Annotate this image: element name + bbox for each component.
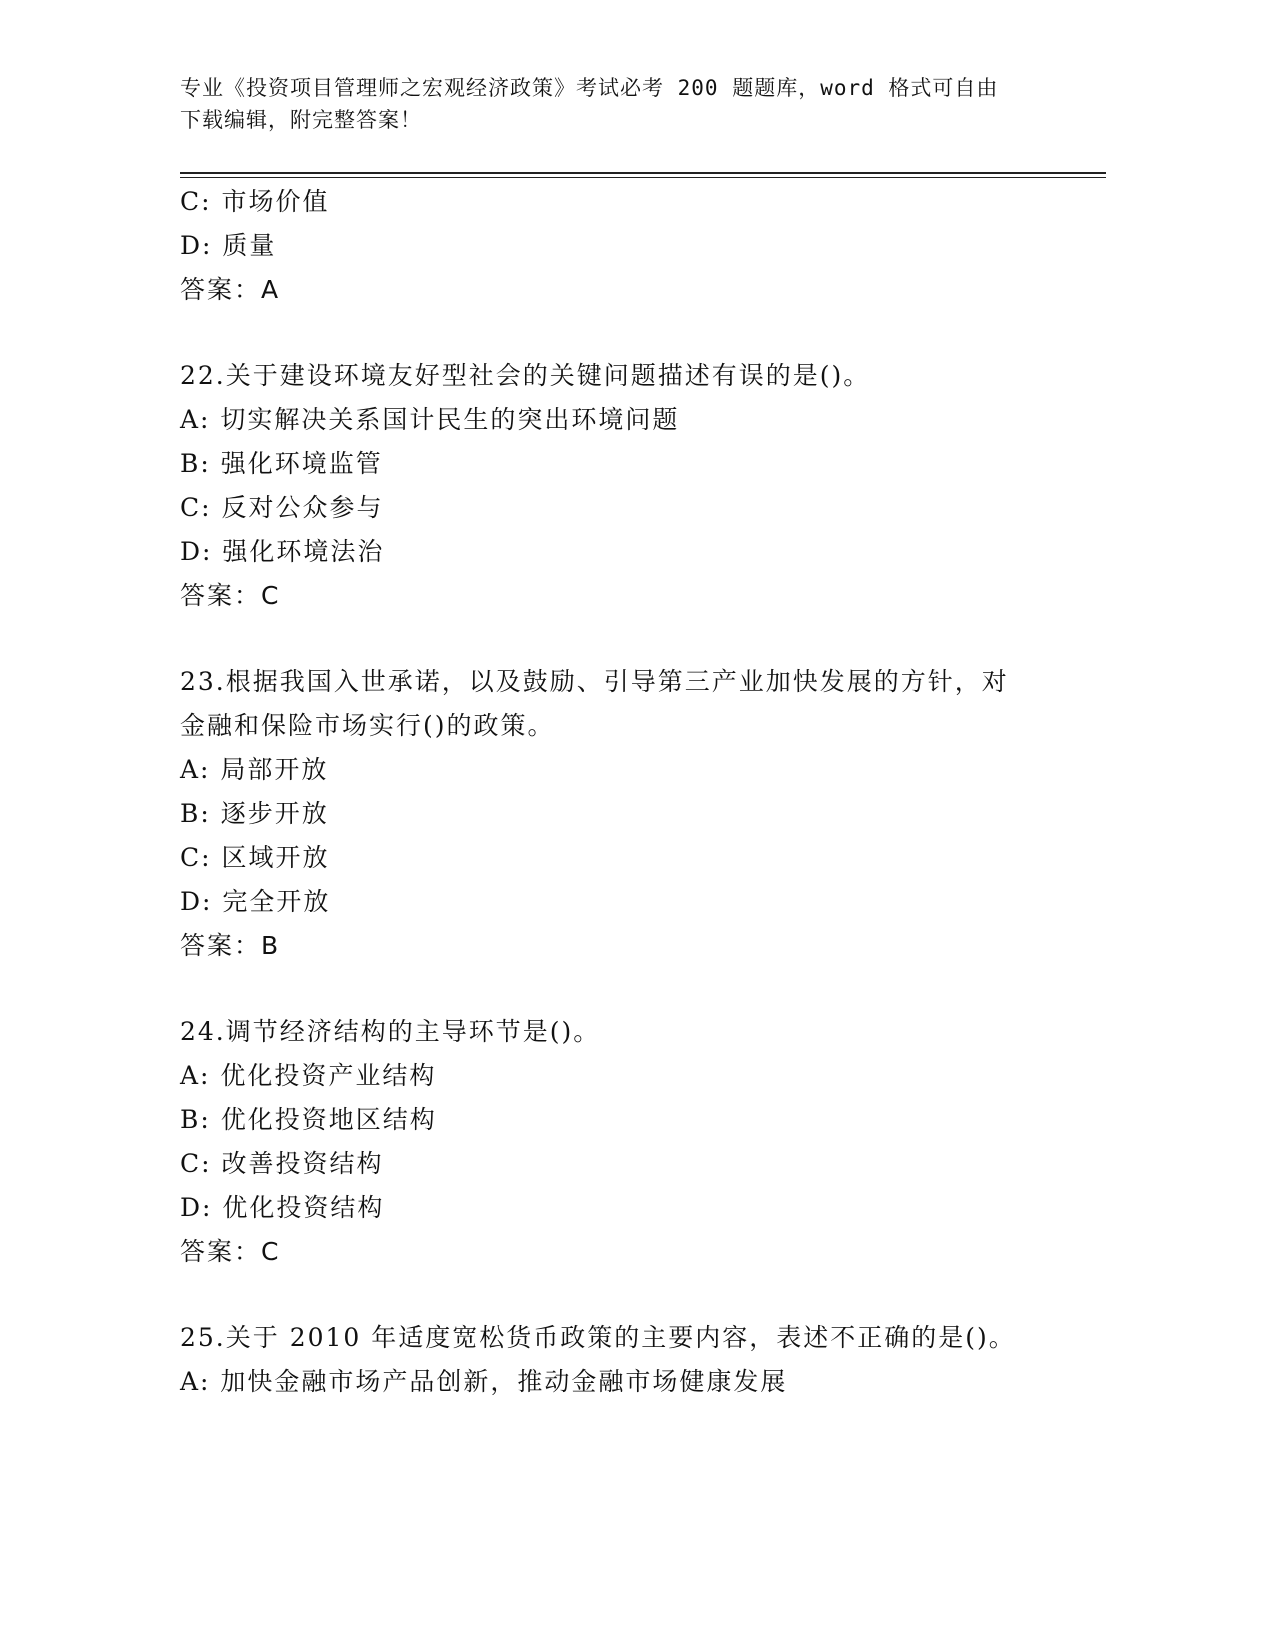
question-22 — [180, 358, 1080, 622]
question-stem: 24.调节经济结构的主导环节是()。 — [180, 1017, 601, 1046]
answer-line: 答案：B — [180, 931, 281, 960]
option-c: C: 改善投资结构 — [180, 1149, 384, 1178]
document-header — [180, 72, 1060, 136]
question-25 — [180, 1320, 1080, 1408]
option-c: C: 反对公众参与 — [180, 493, 384, 522]
header-divider — [180, 172, 1106, 174]
option-d: D: 优化投资结构 — [180, 1193, 385, 1222]
option-d: D: 强化环境法治 — [180, 537, 385, 566]
answer-line: 答案：C — [180, 581, 281, 610]
answer-line: 答案：A — [180, 275, 281, 304]
question-stem-continued: 金融和保险市场实行()的政策。 — [180, 711, 555, 740]
option-c: C: 区域开放 — [180, 843, 330, 872]
question-21-tail — [180, 184, 1080, 316]
header-line-1: 专业《投资项目管理师之宏观经济政策》考试必考 200 题题库，word 格式可自由 — [180, 76, 999, 100]
option-d: D: 完全开放 — [180, 887, 331, 916]
option-a: A: 局部开放 — [180, 755, 329, 784]
question-stem: 23.根据我国入世承诺，以及鼓励、引导第三产业加快发展的方针，对 — [180, 667, 1009, 696]
option-a: A: 优化投资产业结构 — [180, 1061, 437, 1090]
question-stem: 25.关于 2010 年适度宽松货币政策的主要内容，表述不正确的是()。 — [180, 1323, 1016, 1352]
option-b: B: 逐步开放 — [180, 799, 329, 828]
option-d: D: 质量 — [180, 231, 277, 260]
answer-line: 答案：C — [180, 1237, 281, 1266]
header-line-2: 下载编辑，附完整答案！ — [180, 108, 422, 132]
option-b: B: 强化环境监管 — [180, 449, 383, 478]
question-23 — [180, 664, 1080, 972]
question-stem: 22.关于建设环境友好型社会的关键问题描述有误的是()。 — [180, 361, 871, 390]
option-c: C: 市场价值 — [180, 187, 330, 216]
question-list — [180, 184, 1080, 1408]
header-divider-thin — [180, 177, 1106, 178]
option-a: A: 加快金融市场产品创新，推动金融市场健康发展 — [180, 1367, 788, 1396]
option-a: A: 切实解决关系国计民生的突出环境问题 — [180, 405, 680, 434]
question-24 — [180, 1014, 1080, 1278]
option-b: B: 优化投资地区结构 — [180, 1105, 437, 1134]
